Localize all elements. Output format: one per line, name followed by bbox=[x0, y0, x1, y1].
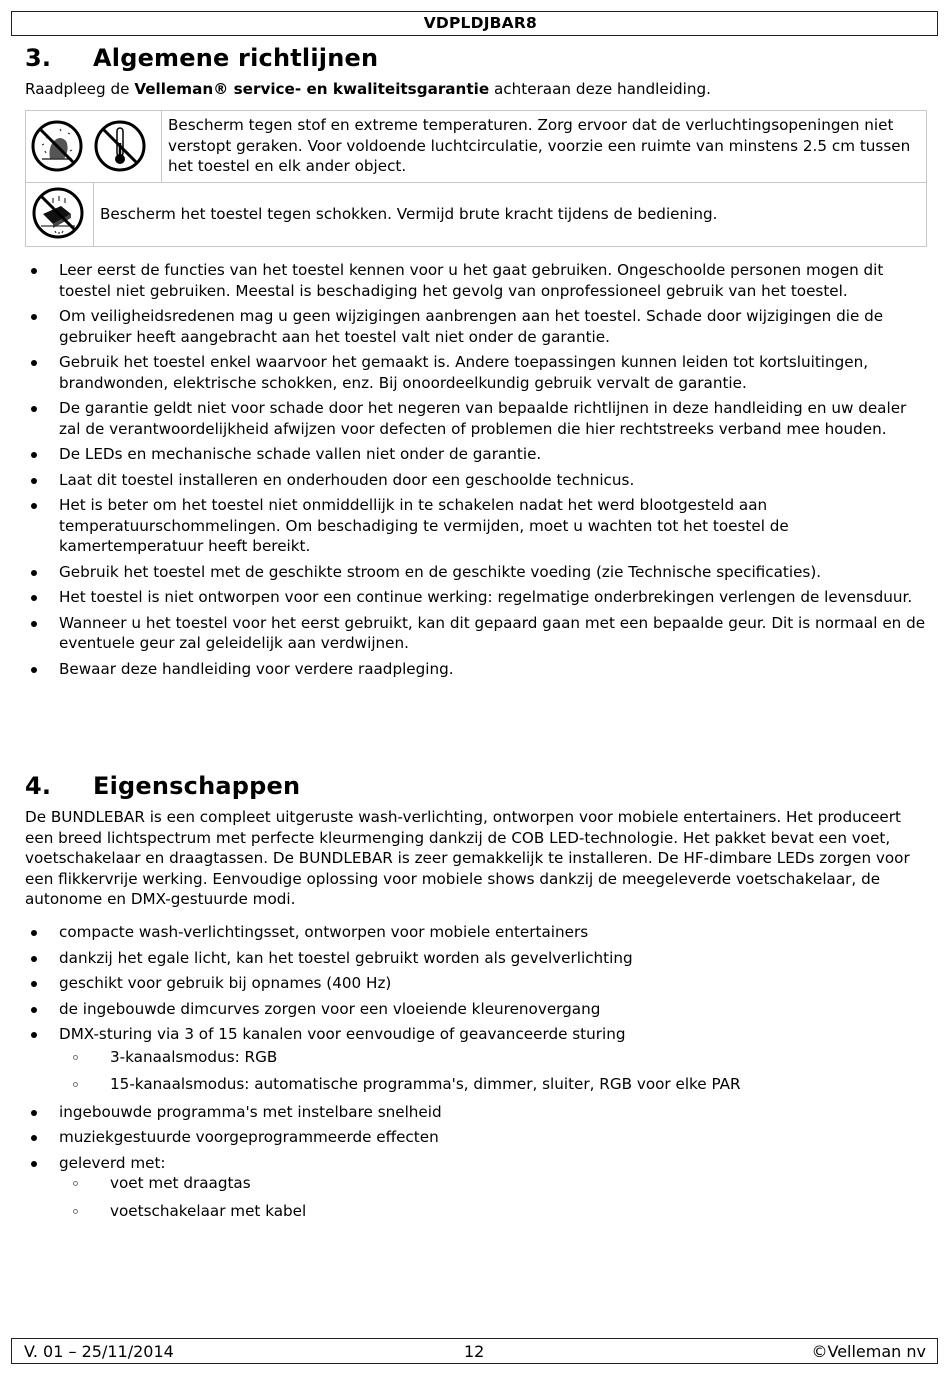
sub-list-item bbox=[25, 1201, 930, 1222]
page-footer bbox=[11, 1338, 938, 1364]
list-item-text: dankzij het egale licht, kan het toestel gebruikt worden als gevelverlichting bbox=[59, 948, 633, 967]
list-item-text: Om veiligheidsredenen mag u geen wijzigingen aanbrengen aan het toestel. Schade door wijzigingen die de gebruiker heeft aangebracht aan het toestel valt niet onder de garantie. bbox=[59, 307, 884, 346]
list-item bbox=[25, 948, 930, 969]
section-number: 3. bbox=[25, 44, 52, 72]
bullet-icon bbox=[31, 1161, 37, 1167]
list-item bbox=[25, 562, 930, 583]
bullet-icon bbox=[31, 360, 37, 366]
section-3-heading bbox=[25, 44, 378, 72]
bullet-icon bbox=[31, 667, 37, 673]
warning-row bbox=[26, 111, 926, 183]
list-item-text: Het toestel is niet ontworpen voor een continue werking: regelmatige onderbrekingen verlengen de levensduur. bbox=[59, 588, 913, 606]
list-item-text: Het is beter om het toestel niet onmiddellijk in te schakelen nadat het werd blootgesteld aan temperatuurschommelingen. Om beschadiging te vermijden, moet u wachten tot het toestel de kamertemperatuur heeft bereikt. bbox=[59, 496, 789, 555]
features-list bbox=[25, 922, 930, 1228]
copyright: ©Velleman nv bbox=[811, 1342, 926, 1361]
list-item-text: ingebouwde programma's met instelbare snelheid bbox=[59, 1102, 442, 1121]
bullet-icon bbox=[31, 268, 37, 274]
no-extreme-temperature-icon bbox=[93, 119, 147, 173]
list-item bbox=[25, 1024, 930, 1095]
page-header bbox=[11, 11, 938, 36]
bullet-icon bbox=[31, 452, 37, 458]
warning-text: Bescherm het toestel tegen schokken. Vermijd brute kracht tijdens de bediening. bbox=[100, 205, 718, 223]
list-item bbox=[25, 352, 930, 393]
version-date: V. 01 – 25/11/2014 bbox=[24, 1342, 174, 1361]
bullet-icon bbox=[31, 1032, 37, 1038]
circle-bullet-icon bbox=[73, 1181, 78, 1186]
list-item bbox=[25, 470, 930, 491]
sub-list-item-text: voet met draagtas bbox=[110, 1174, 251, 1192]
list-item bbox=[25, 495, 930, 557]
sub-list bbox=[59, 1173, 930, 1221]
bullet-icon bbox=[31, 595, 37, 601]
sub-list-item bbox=[25, 1074, 930, 1095]
list-item bbox=[25, 1127, 930, 1148]
sub-list bbox=[59, 1047, 930, 1095]
sub-list-item-text: 15-kanaalsmodus: automatische programma's, dimmer, sluiter, RGB voor elke PAR bbox=[110, 1075, 741, 1093]
sub-list-item bbox=[25, 1047, 930, 1068]
list-item-text: Wanneer u het toestel voor het eerst gebruikt, kan dit gepaard gaan met een bepaalde geur. Dit is normaal en de eventuele geur zal geleidelijk aan verdwijnen. bbox=[59, 613, 926, 652]
section-4-heading bbox=[25, 772, 300, 800]
list-item-text: geschikt voor gebruik bij opnames (400 Hz) bbox=[59, 974, 392, 992]
circle-bullet-icon bbox=[73, 1209, 78, 1214]
list-item bbox=[25, 398, 930, 439]
bullet-icon bbox=[31, 406, 37, 412]
list-item bbox=[25, 444, 930, 465]
list-item-text: De garantie geldt niet voor schade door het negeren van bepaalde richtlijnen in deze handleiding en uw dealer zal de verantwoordelijkheid afwijzen voor defecten of problemen die hier rechtstreeks verband mee houden. bbox=[59, 399, 907, 438]
model-number: VDPLDJBAR8 bbox=[423, 14, 537, 32]
bullet-icon bbox=[31, 478, 37, 484]
list-item-text: compacte wash-verlichtingsset, ontworpen voor mobiele entertainers bbox=[59, 923, 589, 941]
section-number: 4. bbox=[25, 772, 52, 800]
list-item bbox=[25, 260, 930, 301]
list-item bbox=[25, 613, 930, 654]
bullet-icon bbox=[31, 956, 37, 962]
list-item-text: de ingebouwde dimcurves zorgen voor een vloeiende kleurenovergang bbox=[59, 999, 601, 1018]
warning-icons-cell bbox=[26, 111, 162, 182]
sub-list-item-text: voetschakelaar met kabel bbox=[110, 1201, 307, 1220]
warranty-reference: Velleman® service- en kwaliteitsgarantie bbox=[134, 80, 490, 98]
list-item bbox=[25, 973, 930, 994]
list-item-text: DMX-sturing via 3 of 15 kanalen voor eenvoudige of geavanceerde sturing bbox=[59, 1025, 626, 1043]
bullet-icon bbox=[31, 503, 37, 509]
list-item-text: geleverd met: bbox=[59, 1153, 166, 1172]
bullet-icon bbox=[31, 1135, 37, 1141]
warning-row bbox=[26, 183, 926, 246]
warning-table bbox=[25, 110, 927, 247]
list-item-text: Gebruik het toestel met de geschikte stroom en de geschikte voeding (zie Technische specificaties). bbox=[59, 562, 822, 581]
sub-list-item-text: 3-kanaalsmodus: RGB bbox=[110, 1047, 278, 1066]
page-number: 12 bbox=[464, 1342, 485, 1361]
section-4-intro: De BUNDLEBAR is een compleet uitgeruste wash-verlichting, ontworpen voor mobiele entertainers. Het produceert een breed lichtspectrum met perfecte kleurmenging dankzij de COB LED-technologie. Het pakket bevat een voet, voetschakelaar en draagtassen. De BUNDLEBAR is zeer gemakkelijk te installeren. De HF-dimbare LEDs zorgen voor een flikkervrije werking. Eenvoudige oplossing voor mobiele shows dankzij de meegeleverde voetschakelaar, de autonome en DMX-gestuurde modi. bbox=[25, 808, 910, 908]
intro-text: Raadpleeg de bbox=[25, 80, 135, 98]
list-item-text: muziekgestuurde voorgeprogrammeerde effecten bbox=[59, 1128, 439, 1146]
no-dust-icon bbox=[30, 119, 84, 173]
sub-list-item bbox=[25, 1173, 930, 1194]
list-item bbox=[25, 922, 930, 943]
no-shock-icon bbox=[31, 186, 85, 240]
bullet-icon bbox=[31, 314, 37, 320]
list-item bbox=[25, 1102, 930, 1123]
safety-guidelines-list bbox=[25, 260, 930, 684]
circle-bullet-icon bbox=[73, 1082, 78, 1087]
list-item-text: Bewaar deze handleiding voor verdere raadpleging. bbox=[59, 659, 454, 678]
list-item bbox=[25, 659, 930, 680]
section-title: Algemene richtlijnen bbox=[93, 44, 379, 72]
list-item bbox=[25, 306, 930, 347]
list-item bbox=[25, 587, 930, 608]
list-item-text: Leer eerst de functies van het toestel kennen voor u het gaat gebruiken. Ongeschoolde personen mogen dit toestel niet gebruiken. Meestal is beschadiging het gevolg van onprofessioneel gebruik van het toestel. bbox=[59, 261, 884, 300]
section-3-intro bbox=[25, 79, 930, 100]
section-title: Eigenschappen bbox=[93, 772, 301, 800]
list-item-text: De LEDs en mechanische schade vallen niet onder de garantie. bbox=[59, 445, 542, 463]
bullet-icon bbox=[31, 621, 37, 627]
warning-text: Bescherm tegen stof en extreme temperaturen. Zorg ervoor dat de verluchtingsopeningen niet verstopt geraken. Voor voldoende luchtcirculatie, voorzie een ruimte van minstens 2.5 cm tussen het toestel en elk ander object. bbox=[168, 116, 911, 175]
intro-text-end: achteraan deze handleiding. bbox=[489, 80, 711, 98]
bullet-icon bbox=[31, 981, 37, 987]
list-item bbox=[25, 1153, 930, 1222]
circle-bullet-icon bbox=[73, 1055, 78, 1060]
list-item-text: Laat dit toestel installeren en onderhouden door een geschoolde technicus. bbox=[59, 470, 635, 489]
list-item bbox=[25, 999, 930, 1020]
bullet-icon bbox=[31, 1007, 37, 1013]
list-item-text: Gebruik het toestel enkel waarvoor het gemaakt is. Andere toepassingen kunnen leiden tot kortsluitingen, brandwonden, elektrische schokken, enz. Bij onoordeelkundig gebruik vervalt de garantie. bbox=[59, 353, 869, 392]
warning-icons-cell bbox=[26, 183, 94, 246]
bullet-icon bbox=[31, 1110, 37, 1116]
bullet-icon bbox=[31, 570, 37, 576]
bullet-icon bbox=[31, 930, 37, 936]
